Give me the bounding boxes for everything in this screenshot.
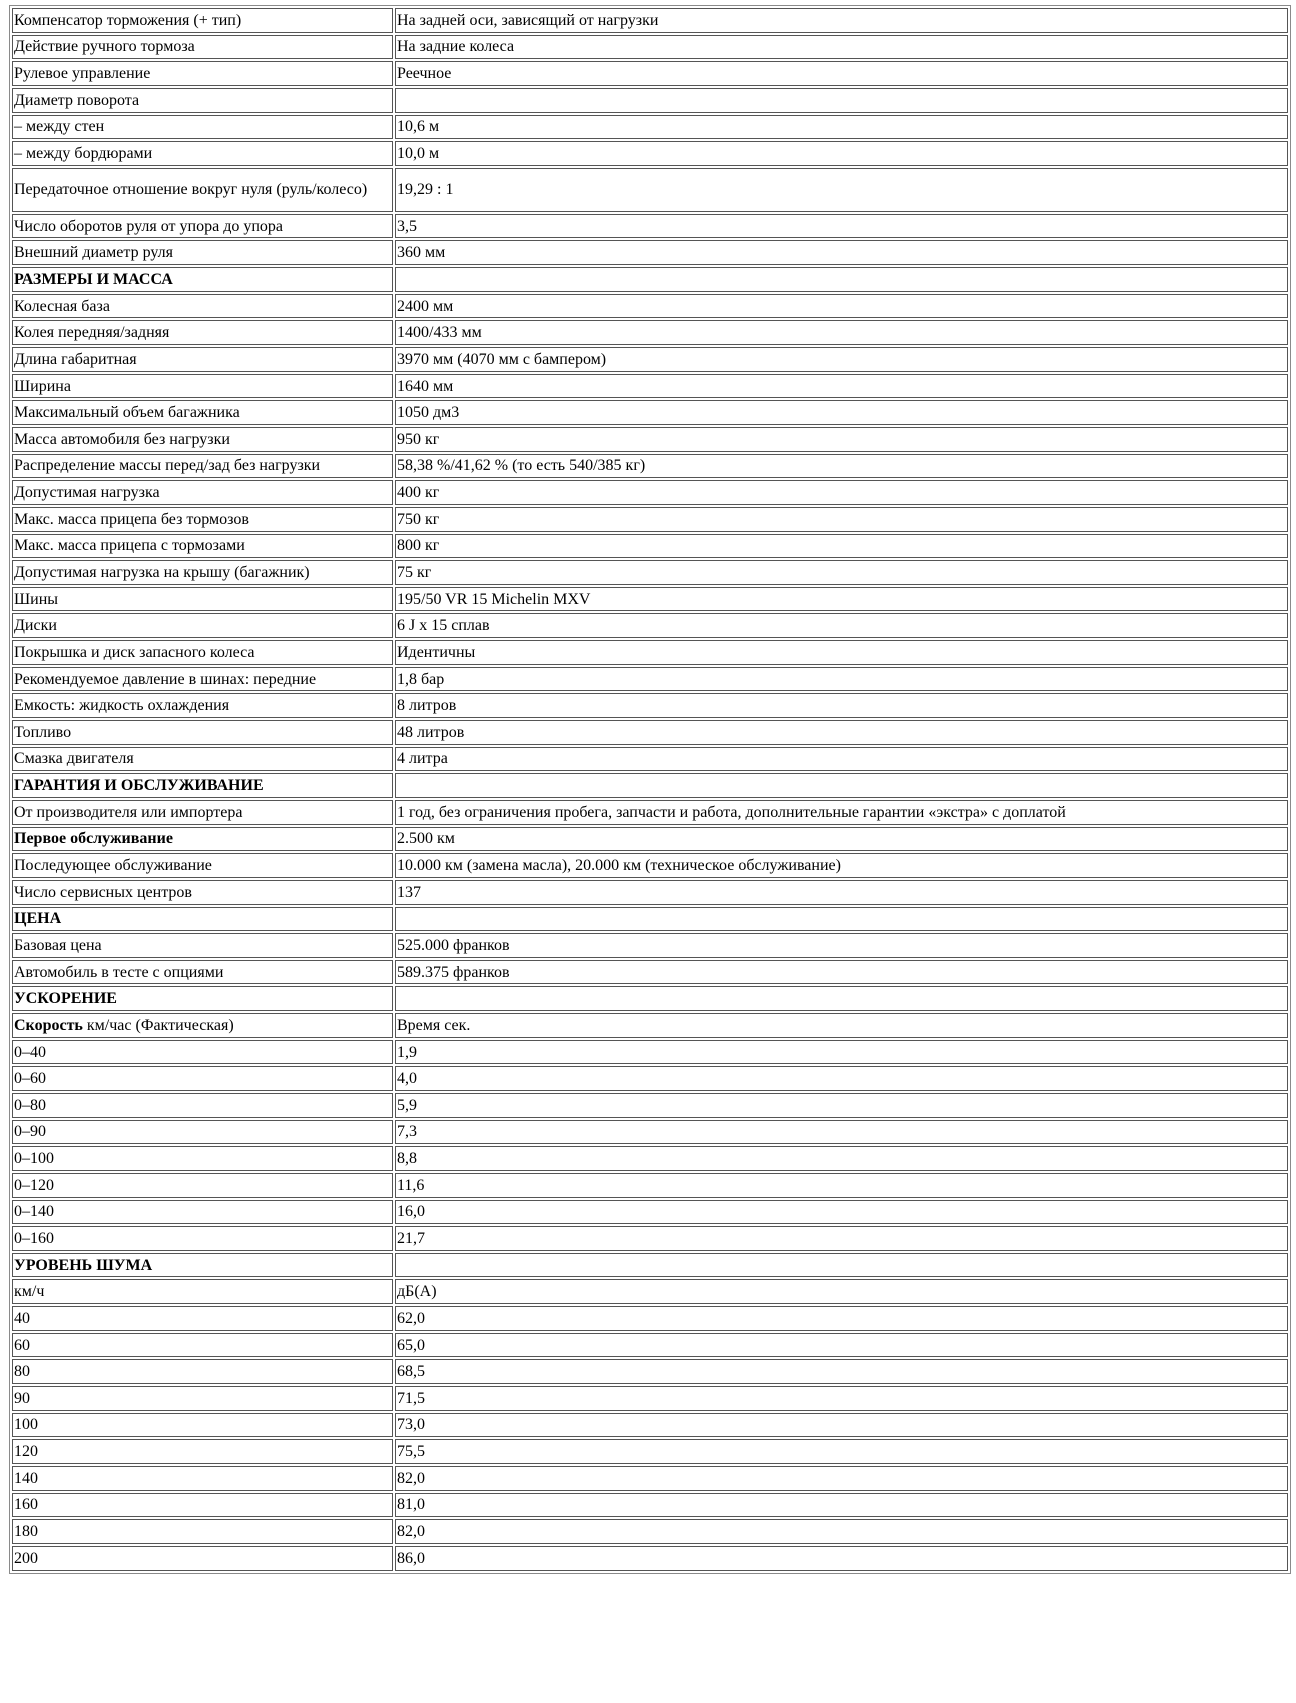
- spec-label: Колея передняя/задняя: [12, 320, 393, 345]
- table-row: [12, 61, 1288, 86]
- spec-label: Число сервисных центров: [12, 880, 393, 905]
- table-row: [12, 168, 1288, 212]
- spec-label: Передаточное отношение вокруг нуля (руль/колесо): [12, 168, 393, 212]
- table-row: [12, 560, 1288, 585]
- spec-value: 750 кг: [395, 507, 1288, 532]
- spec-value: дБ(А): [395, 1279, 1288, 1304]
- table-row: [12, 320, 1288, 345]
- spec-value: 2400 мм: [395, 294, 1288, 319]
- table-row: [12, 800, 1288, 825]
- spec-label: Длина габаритная: [12, 347, 393, 372]
- spec-value: 1 год, без ограничения пробега, запчасти и работа, дополнительные гарантии «экстра» с доплатой: [395, 800, 1288, 825]
- section-heading: УСКОРЕНИЕ: [12, 986, 393, 1011]
- section-heading: ЦЕНА: [12, 907, 393, 932]
- spec-value: 58,38 %/41,62 % (то есть 540/385 кг): [395, 454, 1288, 479]
- spec-label: 60: [12, 1333, 393, 1358]
- spec-label: Число оборотов руля от упора до упора: [12, 214, 393, 239]
- spec-value: 195/50 VR 15 Michelin MXV: [395, 587, 1288, 612]
- table-row: [12, 347, 1288, 372]
- spec-value: 11,6: [395, 1173, 1288, 1198]
- spec-label: 160: [12, 1493, 393, 1518]
- table-row: [12, 1546, 1288, 1571]
- table-row: [12, 240, 1288, 265]
- spec-value: 1,8 бар: [395, 667, 1288, 692]
- spec-value: 5,9: [395, 1093, 1288, 1118]
- spec-label: 0–40: [12, 1040, 393, 1065]
- spec-value: 950 кг: [395, 427, 1288, 452]
- spec-label: 0–140: [12, 1200, 393, 1225]
- spec-label: Макс. масса прицепа с тормозами: [12, 534, 393, 559]
- spec-value: 7,3: [395, 1120, 1288, 1145]
- spec-value: [395, 907, 1288, 932]
- table-row: [12, 1306, 1288, 1331]
- spec-value: 4,0: [395, 1066, 1288, 1091]
- table-row: [12, 427, 1288, 452]
- spec-value: 137: [395, 880, 1288, 905]
- spec-label: Шины: [12, 587, 393, 612]
- table-row: [12, 640, 1288, 665]
- spec-value: 16,0: [395, 1200, 1288, 1225]
- spec-value: 2.500 км: [395, 827, 1288, 852]
- spec-value: 65,0: [395, 1333, 1288, 1358]
- table-row: [12, 1519, 1288, 1544]
- spec-label: Диаметр поворота: [12, 88, 393, 113]
- spec-value: [395, 88, 1288, 113]
- table-row: [12, 1146, 1288, 1171]
- spec-value: На задние колеса: [395, 35, 1288, 60]
- spec-label: Емкость: жидкость охлаждения: [12, 693, 393, 718]
- spec-value: 589.375 франков: [395, 960, 1288, 985]
- table-row: [12, 1413, 1288, 1438]
- spec-label: 140: [12, 1466, 393, 1491]
- spec-value: 73,0: [395, 1413, 1288, 1438]
- table-row: [12, 880, 1288, 905]
- table-row: [12, 214, 1288, 239]
- table-row: [12, 507, 1288, 532]
- spec-value: 86,0: [395, 1546, 1288, 1571]
- spec-value: 8 литров: [395, 693, 1288, 718]
- spec-value: На задней оси, зависящий от нагрузки: [395, 8, 1288, 33]
- table-row: [12, 1333, 1288, 1358]
- spec-value: 800 кг: [395, 534, 1288, 559]
- table-row: [12, 267, 1288, 292]
- table-row: [12, 294, 1288, 319]
- spec-value: 75,5: [395, 1439, 1288, 1464]
- spec-value: 21,7: [395, 1226, 1288, 1251]
- spec-label: Рекомендуемое давление в шинах: передние: [12, 667, 393, 692]
- spec-value: 10,6 м: [395, 115, 1288, 140]
- spec-label: 40: [12, 1306, 393, 1331]
- table-row: [12, 374, 1288, 399]
- table-row: [12, 693, 1288, 718]
- table-row: [12, 454, 1288, 479]
- spec-value: 6 J x 15 сплав: [395, 613, 1288, 638]
- specifications-table: [9, 5, 1291, 1574]
- spec-value: Реечное: [395, 61, 1288, 86]
- table-row: [12, 907, 1288, 932]
- table-row: [12, 8, 1288, 33]
- spec-label-text: км/час (Фактическая): [86, 1016, 234, 1034]
- table-row: [12, 986, 1288, 1011]
- table-row: [12, 1173, 1288, 1198]
- section-heading: ГАРАНТИЯ И ОБСЛУЖИВАНИЕ: [12, 773, 393, 798]
- table-row: [12, 534, 1288, 559]
- spec-value: 4 литра: [395, 747, 1288, 772]
- spec-label: 200: [12, 1546, 393, 1571]
- spec-value: 82,0: [395, 1466, 1288, 1491]
- table-row: [12, 1013, 1288, 1038]
- table-row: [12, 773, 1288, 798]
- spec-label: 100: [12, 1413, 393, 1438]
- spec-value: [395, 1253, 1288, 1278]
- table-row: [12, 1226, 1288, 1251]
- spec-value: 1640 мм: [395, 374, 1288, 399]
- spec-value: 75 кг: [395, 560, 1288, 585]
- spec-label: – между стен: [12, 115, 393, 140]
- table-row: [12, 1279, 1288, 1304]
- table-row: [12, 35, 1288, 60]
- table-row: [12, 480, 1288, 505]
- spec-value: 3,5: [395, 214, 1288, 239]
- spec-value: 68,5: [395, 1359, 1288, 1384]
- spec-value: Время сек.: [395, 1013, 1288, 1038]
- spec-label: Покрышка и диск запасного колеса: [12, 640, 393, 665]
- spec-value: 1,9: [395, 1040, 1288, 1065]
- spec-label: 120: [12, 1439, 393, 1464]
- spec-value: 400 кг: [395, 480, 1288, 505]
- spec-label: Последующее обслуживание: [12, 853, 393, 878]
- spec-label: Допустимая нагрузка на крышу (багажник): [12, 560, 393, 585]
- table-row: [12, 613, 1288, 638]
- spec-label: 180: [12, 1519, 393, 1544]
- table-row: [12, 587, 1288, 612]
- table-row: [12, 1093, 1288, 1118]
- spec-value: 1050 дм3: [395, 400, 1288, 425]
- spec-value: Идентичны: [395, 640, 1288, 665]
- spec-label: Автомобиль в тесте с опциями: [12, 960, 393, 985]
- table-row: [12, 1253, 1288, 1278]
- table-row: [12, 1439, 1288, 1464]
- table-row: [12, 1493, 1288, 1518]
- spec-label: 0–100: [12, 1146, 393, 1171]
- spec-value: 81,0: [395, 1493, 1288, 1518]
- table-row: [12, 1359, 1288, 1384]
- table-row: [12, 400, 1288, 425]
- table-row: [12, 720, 1288, 745]
- table-row: [12, 960, 1288, 985]
- spec-value: [395, 986, 1288, 1011]
- spec-label: Внешний диаметр руля: [12, 240, 393, 265]
- spec-label: 0–60: [12, 1066, 393, 1091]
- table-row: [12, 827, 1288, 852]
- spec-label: Допустимая нагрузка: [12, 480, 393, 505]
- spec-value: 62,0: [395, 1306, 1288, 1331]
- spec-label: Макс. масса прицепа без тормозов: [12, 507, 393, 532]
- specifications-table-body: [12, 8, 1288, 1571]
- spec-label: Топливо: [12, 720, 393, 745]
- table-row: [12, 853, 1288, 878]
- spec-value: 1400/433 мм: [395, 320, 1288, 345]
- spec-value: 10.000 км (замена масла), 20.000 км (техническое обслуживание): [395, 853, 1288, 878]
- spec-label: 0–160: [12, 1226, 393, 1251]
- table-row: [12, 1066, 1288, 1091]
- spec-value: [395, 773, 1288, 798]
- spec-label: Базовая цена: [12, 933, 393, 958]
- table-row: [12, 1200, 1288, 1225]
- spec-label: Диски: [12, 613, 393, 638]
- spec-label: Распределение массы перед/зад без нагрузки: [12, 454, 393, 479]
- spec-label: 80: [12, 1359, 393, 1384]
- spec-label: 0–80: [12, 1093, 393, 1118]
- table-row: [12, 1386, 1288, 1411]
- spec-label: – между бордюрами: [12, 141, 393, 166]
- spec-label: Максимальный объем багажника: [12, 400, 393, 425]
- spec-label: 0–120: [12, 1173, 393, 1198]
- section-heading: РАЗМЕРЫ И МАССА: [12, 267, 393, 292]
- table-row: [12, 141, 1288, 166]
- spec-label: Компенсатор торможения (+ тип): [12, 8, 393, 33]
- spec-label: км/ч: [12, 1279, 393, 1304]
- spec-value: 10,0 м: [395, 141, 1288, 166]
- spec-value: 71,5: [395, 1386, 1288, 1411]
- spec-label: Смазка двигателя: [12, 747, 393, 772]
- spec-label: Ширина: [12, 374, 393, 399]
- spec-label: Действие ручного тормоза: [12, 35, 393, 60]
- table-row: [12, 1120, 1288, 1145]
- spec-value: 48 литров: [395, 720, 1288, 745]
- spec-value: 19,29 : 1: [395, 168, 1288, 212]
- table-row: [12, 1466, 1288, 1491]
- spec-label-bold-part: Скорость: [14, 1016, 83, 1034]
- document-page: [9, 5, 1291, 1574]
- spec-label: [12, 1013, 393, 1038]
- spec-label: 0–90: [12, 1120, 393, 1145]
- spec-value: 8,8: [395, 1146, 1288, 1171]
- section-heading: УРОВЕНЬ ШУМА: [12, 1253, 393, 1278]
- table-row: [12, 933, 1288, 958]
- spec-value: 360 мм: [395, 240, 1288, 265]
- spec-label: От производителя или импортера: [12, 800, 393, 825]
- spec-value: [395, 267, 1288, 292]
- table-row: [12, 88, 1288, 113]
- spec-label: Колесная база: [12, 294, 393, 319]
- table-row: [12, 667, 1288, 692]
- spec-value: 525.000 франков: [395, 933, 1288, 958]
- section-heading: Первое обслуживание: [12, 827, 393, 852]
- table-row: [12, 1040, 1288, 1065]
- table-row: [12, 747, 1288, 772]
- spec-label: 90: [12, 1386, 393, 1411]
- spec-value: 82,0: [395, 1519, 1288, 1544]
- spec-label: Рулевое управление: [12, 61, 393, 86]
- table-row: [12, 115, 1288, 140]
- spec-value: 3970 мм (4070 мм с бампером): [395, 347, 1288, 372]
- spec-label: Масса автомобиля без нагрузки: [12, 427, 393, 452]
